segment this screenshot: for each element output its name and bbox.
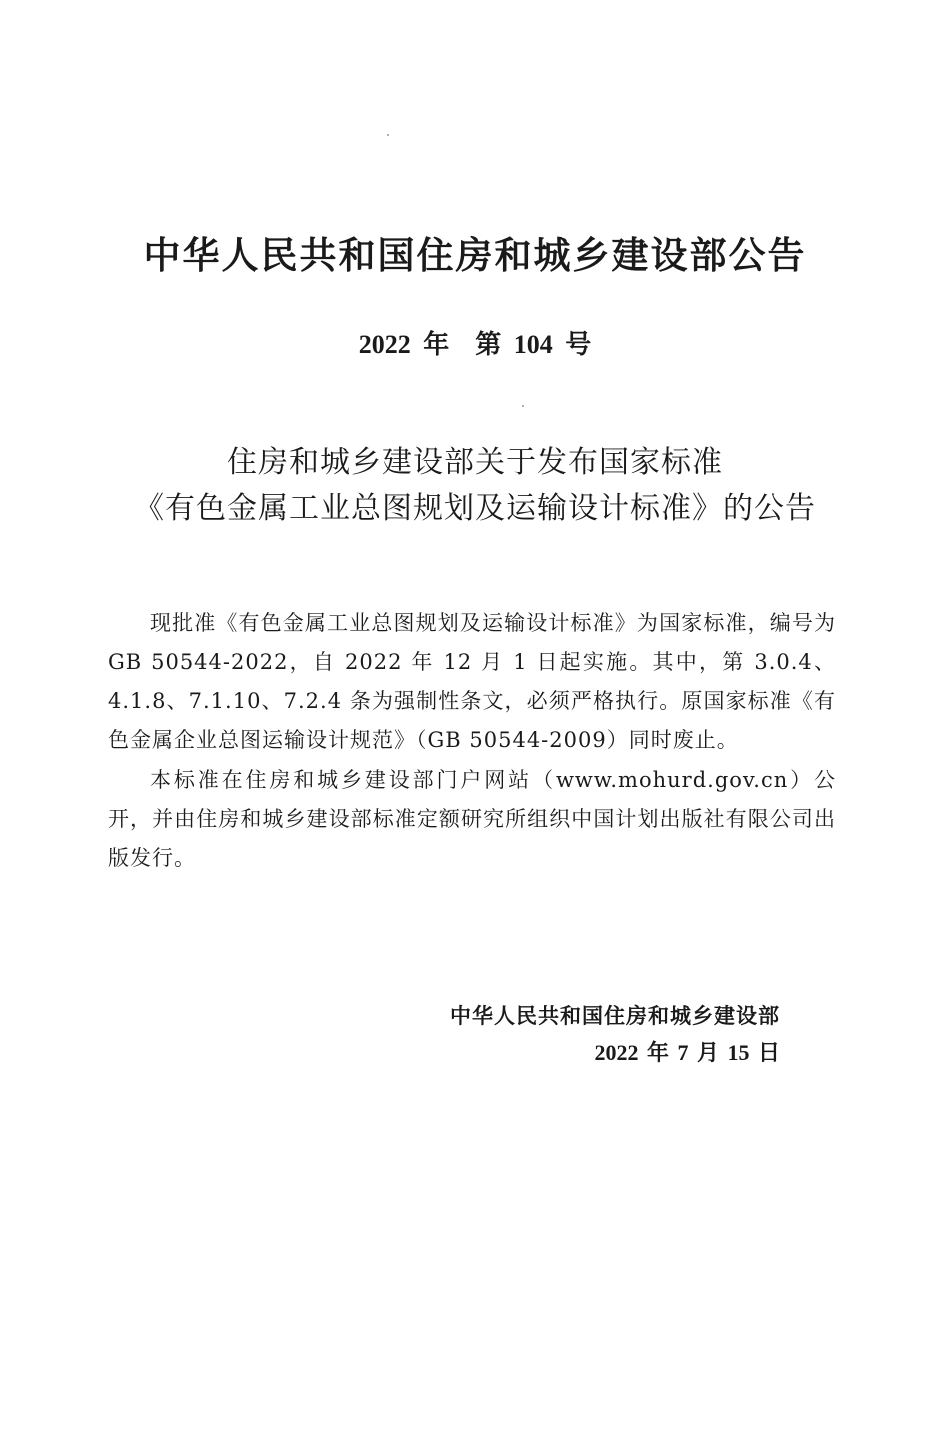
body-paragraph-approval: 现批准《有色金属工业总图规划及运输设计标准》为国家标准，编号为 GB 50544-2022，自 2022 年 12 月 1 日起实施。其中，第 3.0.4、4.1.8、7.1.10、7.2.4 条为强制性条文，必须严格执行。原国家标准《有色金属企业总图运输设计规范》（GB 50544-2009）同时废止。 [108,611,836,752]
scan-speck [522,405,524,407]
announcement-body [108,604,836,879]
signature-date: 2022 年 7 月 15 日 [594,1040,780,1065]
announcement-subject [0,440,950,532]
subject-line-2: 《有色金属工业总图规划及运输设计标准》的公告 [134,491,816,526]
subject-line-1: 住房和城乡建设部关于发布国家标准 [227,445,723,480]
announcement-heading: 中华人民共和国住房和城乡建设部公告 [143,234,807,277]
body-paragraph-publication: 本标准在住房和城乡建设部门户网站（www.mohurd.gov.cn）公开，并由住房和城乡建设部标准定额研究所组织中国计划出版社有限公司出版发行。 [108,768,836,870]
scan-speck [387,134,389,136]
signatory: 中华人民共和国住房和城乡建设部 [450,1004,780,1028]
issue-number: 2022 年 第 104 号 [358,330,592,359]
